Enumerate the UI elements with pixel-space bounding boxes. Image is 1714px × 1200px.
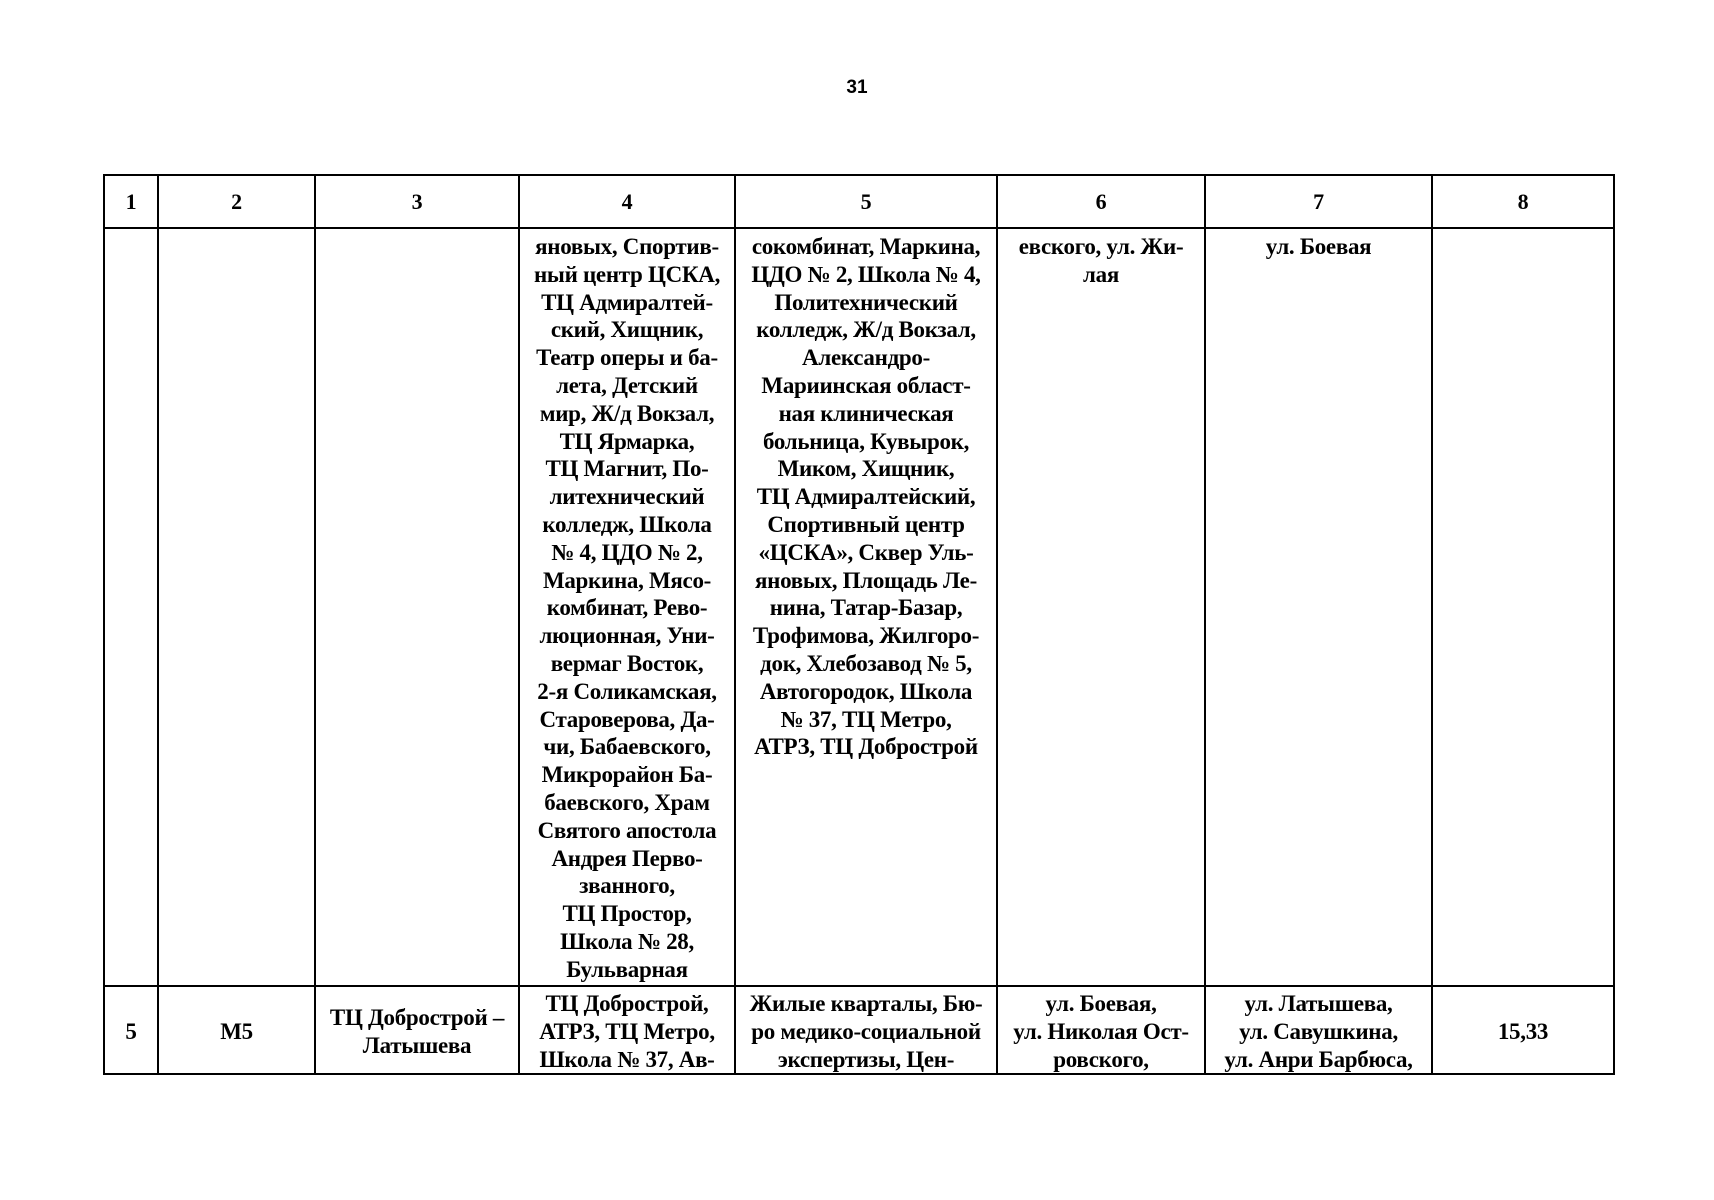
table-row-continued [104, 228, 1614, 986]
stops-forward-text: ТЦ Добрострой, АТРЗ, ТЦ Метро, Школа № 37, Ав- [539, 991, 715, 1072]
stops-backward-text: сокомбинат, Маркина, ЦДО № 2, Школа № 4, Политехнический колледж, Ж/д Вокзал, Александро- Мариинская област- ная клиническая больница, Кувырок, Миком, Хищник, ТЦ Адмиралтейский, Спортивный центр «ЦСКА», Сквер Уль- яновых, Площадь Ле- нина, Татар-Базар, Трофимова, Жилгоро- док, Хлебозавод № 5, Автогородок, Школа № 37, ТЦ Метро, АТРЗ, ТЦ Добрострой [751, 234, 981, 760]
header-cell-8: 8 [1432, 175, 1614, 228]
cell-length [1432, 228, 1614, 986]
table-row-5 [104, 986, 1614, 1074]
cell-route-number [158, 228, 315, 986]
cell-stops-backward [735, 986, 997, 1074]
cell-route-number: М5 [158, 986, 315, 1074]
cell-route-name [315, 228, 519, 986]
header-cell-3: 3 [315, 175, 519, 228]
streets-forward-text: евского, ул. Жи- лая [1018, 234, 1184, 287]
header-row [104, 175, 1614, 228]
header-cell-2: 2 [158, 175, 315, 228]
header-cell-1: 1 [104, 175, 158, 228]
cell-route-index [104, 228, 158, 986]
cell-stops-forward [519, 228, 735, 986]
header-cell-7: 7 [1205, 175, 1432, 228]
stops-forward-text: яновых, Спортив- ный центр ЦСКА, ТЦ Адмиралтей- ский, Хищник, Театр оперы и ба- лета, Детский мир, Ж/д Вокзал, ТЦ Ярмарка, ТЦ Магнит, По- литехнический колледж, Школа № 4, ЦДО № 2, Маркина, Мясо- комбинат, Рево- люционная, Уни- вермаг Восток, 2-я Соликамская, Староверова, Да- чи, Бабаевского, Микрорайон Ба- баевского, Храм Святого апостола Андрея Перво- званного, ТЦ Простор, Школа № 28, Бульварная [533, 234, 721, 982]
streets-backward-text: ул. Боевая [1265, 234, 1372, 259]
cell-route-index: 5 [104, 986, 158, 1074]
header-cell-4: 4 [519, 175, 735, 228]
page-number: 31 [846, 77, 868, 98]
cell-streets-backward [1205, 986, 1432, 1074]
cell-stops-forward [519, 986, 735, 1074]
cell-stops-backward [735, 228, 997, 986]
cell-streets-forward [997, 986, 1205, 1074]
cell-streets-forward [997, 228, 1205, 986]
streets-forward-text: ул. Боевая, ул. Николая Ост- ровского, [1013, 991, 1189, 1072]
header-cell-5: 5 [735, 175, 997, 228]
cell-route-name [315, 986, 519, 1074]
stops-backward-text: Жилые кварталы, Бю- ро медико-социальной экспертизы, Цен- [749, 991, 983, 1072]
streets-backward-text: ул. Латышева, ул. Савушкина, ул. Анри Барбюса, [1224, 991, 1413, 1072]
route-name-text: ТЦ Добрострой – Латышева [329, 1004, 505, 1058]
header-cell-6: 6 [997, 175, 1205, 228]
cell-streets-backward [1205, 228, 1432, 986]
cell-length: 15,33 [1432, 986, 1614, 1074]
route-table [103, 174, 1615, 1075]
